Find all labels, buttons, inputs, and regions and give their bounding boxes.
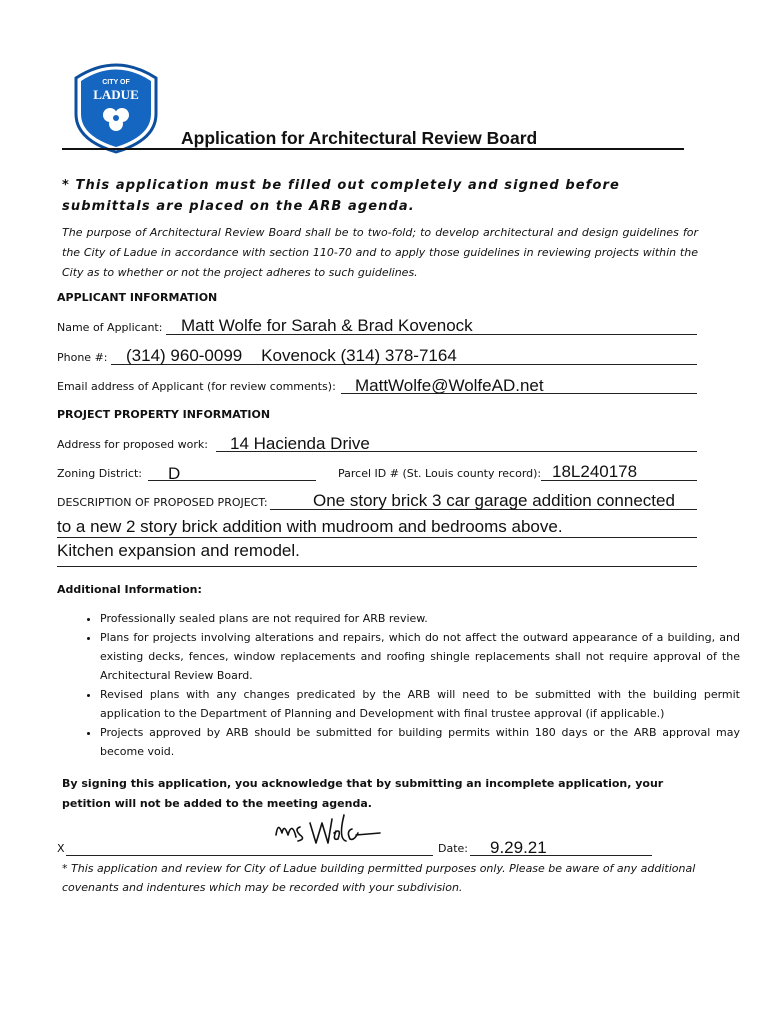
date-label: Date:: [438, 842, 468, 855]
additional-heading: Additional Information:: [57, 583, 202, 596]
phone-label: Phone #:: [57, 351, 108, 364]
purpose-text: The purpose of Architectural Review Board shall be to two-fold; to develop architectural and design guidelines for the City of Ladue in accordance with section 110-70 and to apply those guidelines in reviewing projects within the City as to whether or not the project adheres to such guidelines.: [62, 226, 698, 279]
list-item: • Professionally sealed plans are not required for ARB review.: [100, 609, 740, 628]
applicant-name-field[interactable]: Matt Wolfe for Sarah & Brad Kovenock: [181, 316, 473, 335]
list-item: • Revised plans with any changes predicated by the ARB will need to be submitted with the building permit application to the Department of Planning and Development with final trustee approval (if applicable.): [100, 685, 740, 723]
logo-line1: CITY OF: [102, 79, 130, 86]
signing-statement: By signing this application, you acknowledge that by submitting an incomplete application, your petition will not be added to the meeting agenda.: [62, 777, 664, 810]
signature-x-label: X: [57, 842, 65, 855]
logo-line2: LADUE: [93, 87, 139, 102]
address-label: Address for proposed work:: [57, 438, 208, 451]
parcel-field[interactable]: 18L240178: [552, 462, 638, 481]
notice-text: * This application must be filled out completely and signed before submittals are placed on the ARB agenda.: [62, 178, 620, 214]
zoning-field[interactable]: D: [168, 464, 181, 483]
list-item: • Projects approved by ARB should be submitted for building permits within 180 days or the ARB approval may become void.: [100, 723, 740, 761]
phone-field[interactable]: (314) 960-0099 Kovenock (314) 378-7164: [126, 346, 457, 365]
date-field[interactable]: 9.29.21: [490, 838, 547, 857]
description-line-2: [57, 537, 697, 538]
city-of-ladue-logo: [68, 58, 164, 154]
description-label: DESCRIPTION OF PROPOSED PROJECT:: [57, 496, 268, 509]
applicant-heading: APPLICANT INFORMATION: [57, 291, 218, 304]
list-item: • Plans for projects involving alterations and repairs, which do not affect the outward appearance of a building, and existing decks, fences, window replacements and roofing shingle replacements shall not require approval of the Architectural Review Board.: [100, 628, 740, 685]
email-label: Email address of Applicant (for review comments):: [57, 380, 336, 393]
footer-note: * This application and review for City of Ladue building permitted purposes only. Please be aware of any additional covenants and indentures which may be recorded with your subdivision.: [62, 862, 696, 894]
email-field[interactable]: MattWolfe@WolfeAD.net: [355, 376, 544, 395]
page-title: Application for Architectural Review Board: [181, 128, 538, 148]
additional-list: [78, 609, 740, 761]
description-field-line2[interactable]: to a new 2 story brick addition with mudroom and bedrooms above.: [57, 517, 563, 536]
address-field[interactable]: 14 Hacienda Drive: [230, 434, 370, 453]
description-line-3: [57, 566, 697, 567]
name-label: Name of Applicant:: [57, 321, 163, 334]
signature-image[interactable]: [272, 805, 382, 855]
parcel-label: Parcel ID # (St. Louis county record):: [338, 467, 542, 480]
description-field-line1[interactable]: One story brick 3 car garage addition connected: [313, 491, 675, 510]
signature-line: [66, 855, 433, 856]
property-heading: PROJECT PROPERTY INFORMATION: [57, 408, 271, 421]
zoning-label: Zoning District:: [57, 467, 142, 480]
description-field-line3[interactable]: Kitchen expansion and remodel.: [57, 541, 300, 560]
